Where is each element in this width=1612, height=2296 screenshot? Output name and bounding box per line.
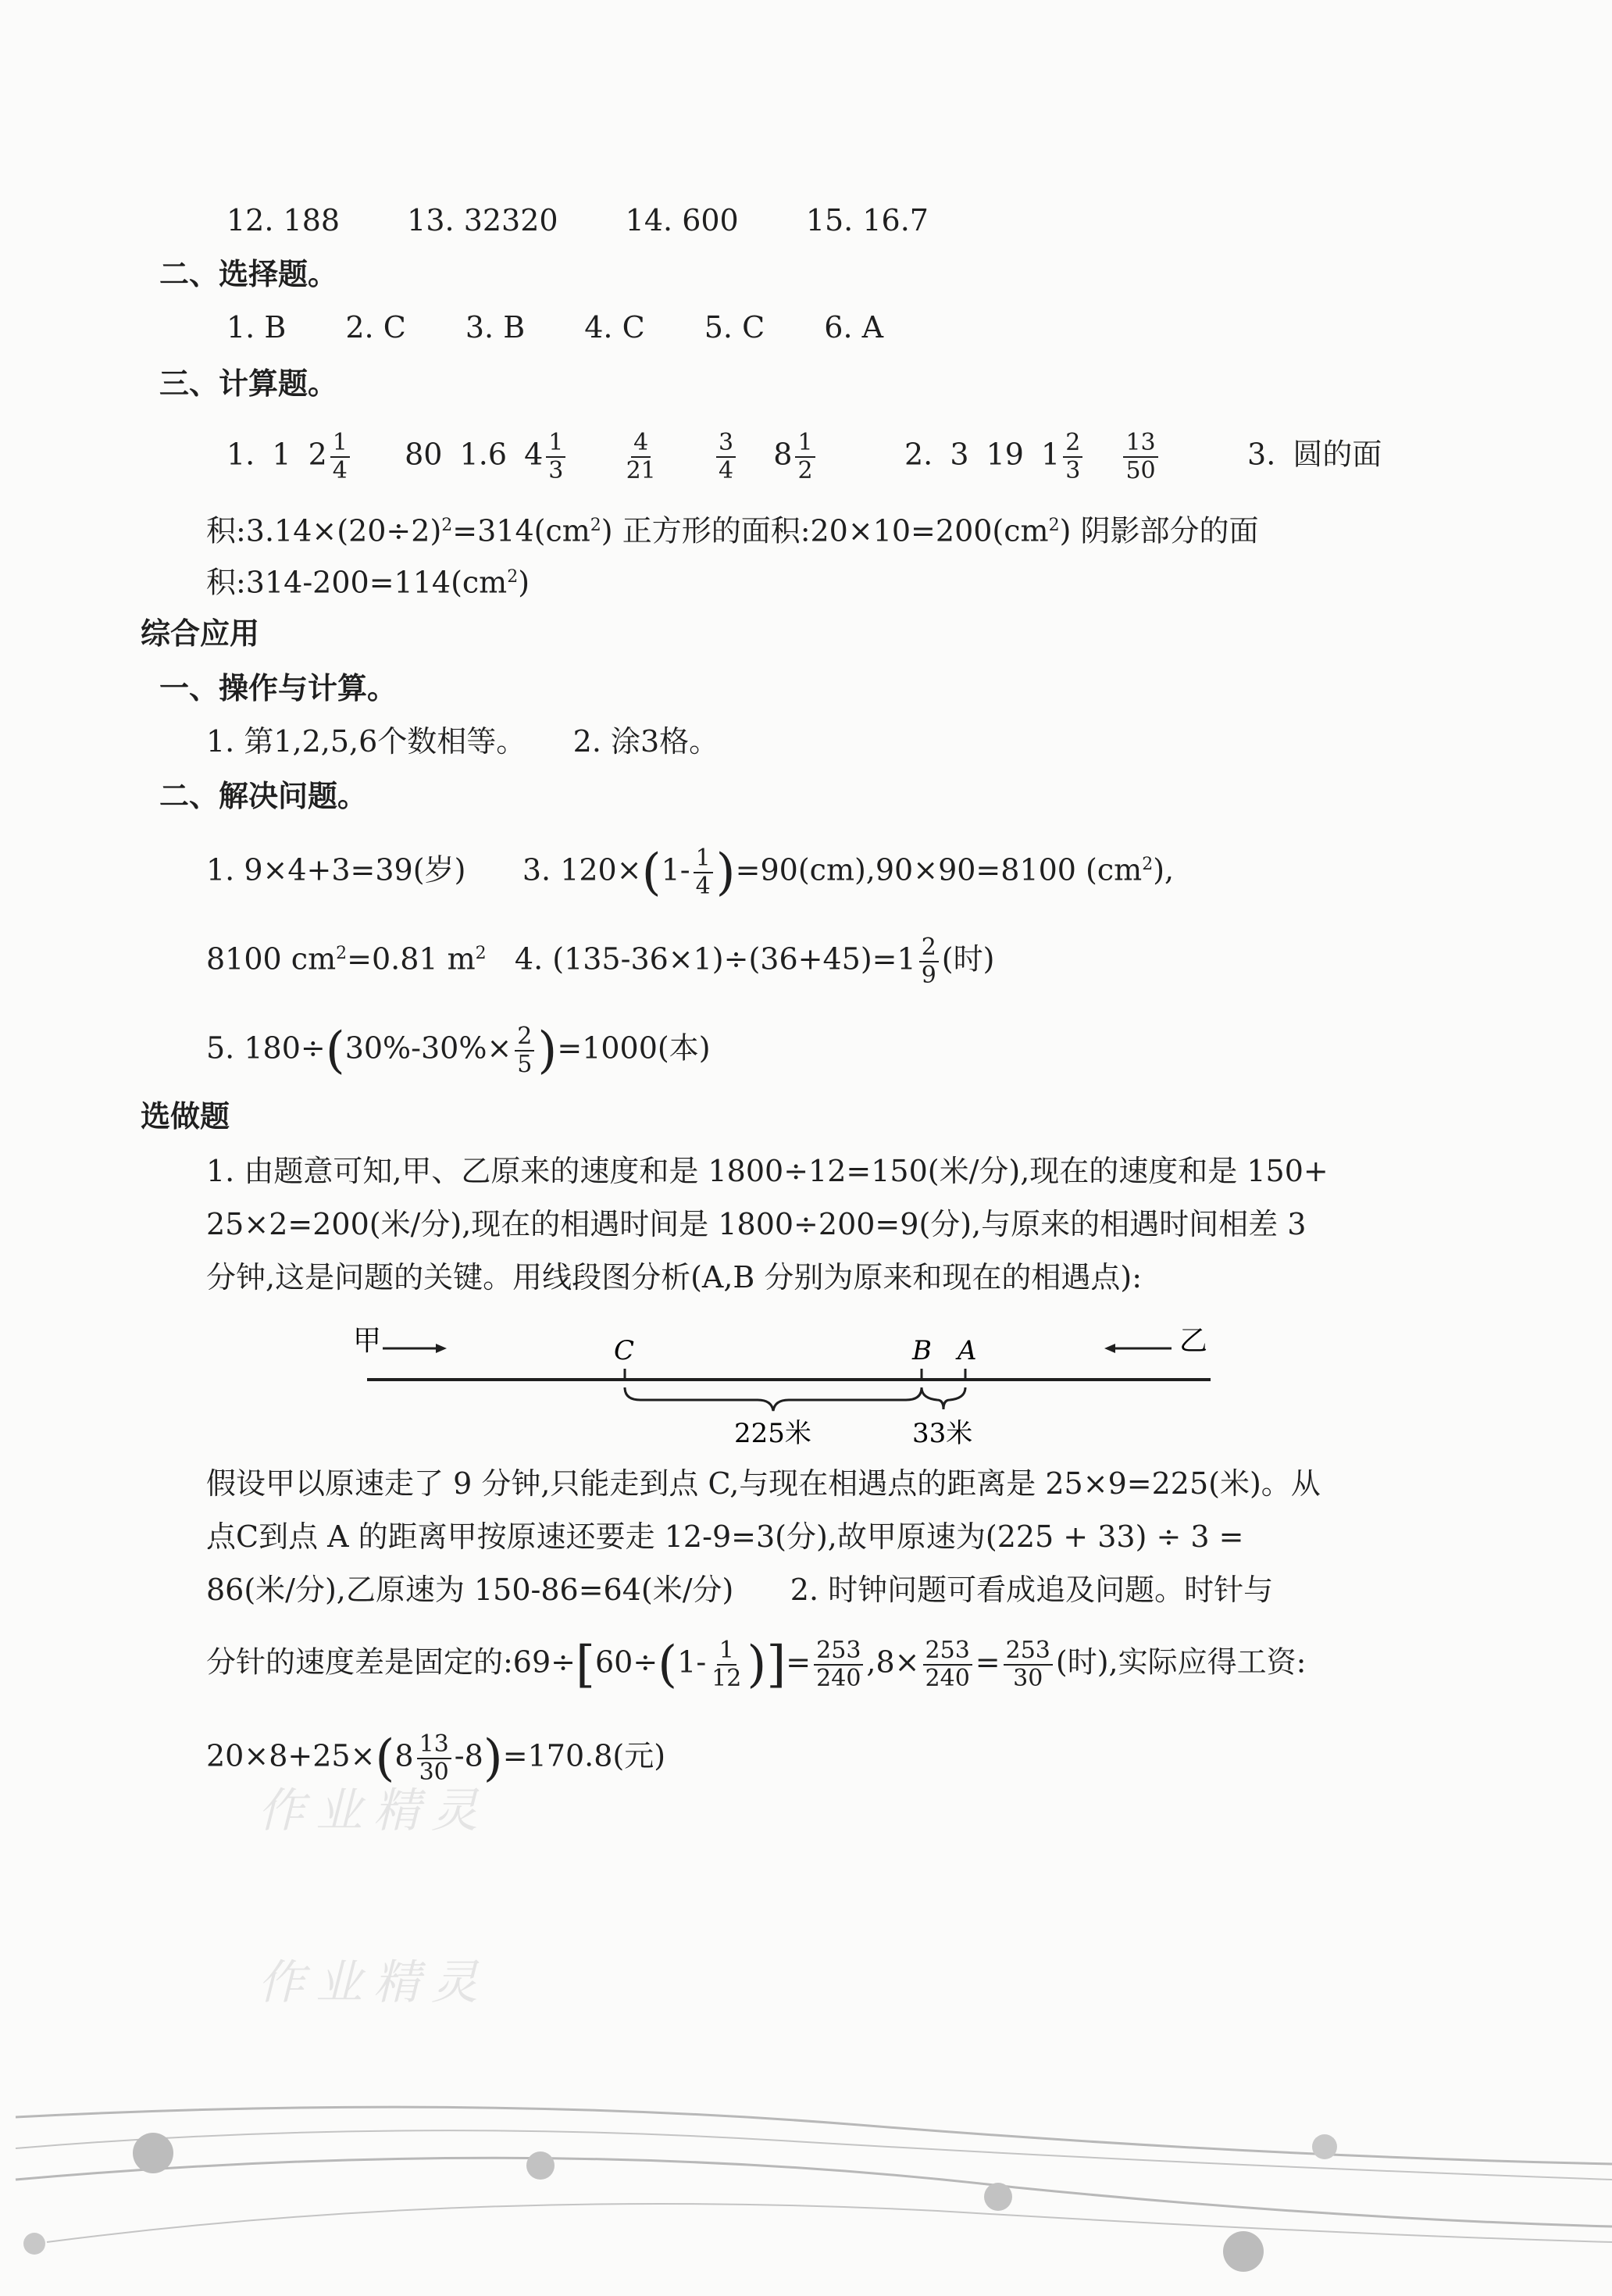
- section-xuanzuo-title: 选做题: [141, 1099, 230, 1134]
- fraction: $\frac{3}{4}$: [716, 430, 736, 484]
- fraction: $\frac{1}{12}$: [711, 1637, 742, 1692]
- answer-13: 13. 32320: [407, 203, 558, 237]
- choice-3: 3. B: [465, 310, 526, 345]
- arrow-head-right: [436, 1344, 447, 1353]
- fraction: $\frac{1}{3}$: [546, 430, 565, 484]
- watermark: 作业精灵: [258, 1784, 489, 1838]
- op-line: 1. 第1,2,5,6个数相等。 2. 涂3格。: [206, 724, 719, 759]
- distance-225: 225米: [734, 1418, 811, 1449]
- answer-12: 12. 188: [226, 203, 341, 237]
- choice-5: 5. C: [704, 310, 765, 345]
- fraction: $\frac{13}{30}$: [417, 1731, 451, 1786]
- decor-dot: [1223, 2231, 1264, 2272]
- distance-33: 33米: [912, 1418, 973, 1449]
- calc-line-2: 积$:3.14\times(20\div 2)^2=314(cm^2)$ 正方形的面积$:20\times 10=200(cm^2)$ 阴影部分的面: [206, 513, 1259, 548]
- arrow-head-left: [1104, 1344, 1115, 1353]
- xz-line-6: 86(米/分),乙原速为 150-86=64(米/分) 2. 时钟问题可看成追及问题。时针与: [206, 1573, 1274, 1607]
- decor-dot: [23, 2233, 45, 2255]
- fraction: $\frac{13}{50}$: [1123, 430, 1157, 484]
- decor-dot: [984, 2183, 1012, 2211]
- section-calc-title: 三、计算题。: [159, 366, 338, 401]
- fraction: $\frac{2}{5}$: [515, 1023, 534, 1078]
- jj-line-1: 1. 9×4+3=39(岁) 3. 120×(1- $\frac{1}{4}$ )=90(cm),90×90=8100 $(cm^2)$,: [206, 844, 1175, 902]
- xz-line-7: 分针的速度差是固定的:69÷[60÷(1- $\frac{1}{12}$ )]= $\frac{253}{240}$ ,8× $\frac{253}{240}$ = $\frac{253}{30}$ (时),实际应得工资:: [206, 1636, 1307, 1694]
- fraction: $\frac{253}{240}$: [923, 1637, 972, 1692]
- decor-dot: [1312, 2134, 1337, 2159]
- section-jj-title: 二、解决问题。: [159, 779, 368, 813]
- brace-225: [625, 1387, 922, 1411]
- fraction: $\frac{253}{240}$: [814, 1637, 863, 1692]
- decor-dot: [133, 2133, 173, 2173]
- fraction: $\frac{1}{4}$: [694, 845, 713, 900]
- decorative-footer: [0, 2078, 1612, 2281]
- label-jia: 甲: [353, 1325, 382, 1357]
- watermark: 作业精灵: [258, 1955, 489, 2010]
- point-B: B: [912, 1335, 932, 1366]
- fraction: $\frac{4}{21}$: [626, 429, 656, 484]
- point-A: A: [958, 1335, 977, 1366]
- fraction: $\frac{1}{2}$: [795, 430, 815, 484]
- point-C: C: [614, 1335, 635, 1366]
- xz-line-1: 1. 由题意可知,甲、乙原来的速度和是 1800÷12=150(米/分),现在的速度和是 150+: [206, 1154, 1328, 1188]
- choice-1: 1. B: [226, 310, 287, 345]
- line-segment-diagram: [344, 1312, 1234, 1453]
- fraction: $\frac{2}{3}$: [1063, 430, 1082, 484]
- fraction: $\frac{2}{9}$: [919, 934, 939, 989]
- xz-line-2: 25×2=200(米/分),现在的相遇时间是 1800÷200=9(分),与原来的相遇时间相差 3: [206, 1207, 1307, 1241]
- xz-line-5: 点C到点 A 的距离甲按原速还要走 12-9=3(分),故甲原速为(225 + 33) ÷ 3 =: [206, 1519, 1244, 1554]
- jj-line-3: 5. 180÷(30%-30%× $\frac{2}{5}$ )=1000(本): [206, 1022, 711, 1080]
- section-choice-title: 二、选择题。: [159, 257, 338, 291]
- calc-line-3: 积$:314-200=114(cm^2)$: [206, 565, 530, 600]
- choice-4: 4. C: [584, 310, 645, 345]
- answer-14: 14. 600: [625, 203, 739, 237]
- answers-row-12-15: [226, 201, 986, 240]
- brace-33: [922, 1387, 965, 1409]
- xz-line-3: 分钟,这是问题的关键。用线段图分析(A,B 分别为原来和现在的相遇点):: [206, 1260, 1143, 1294]
- xz-line-8: 20×8+25×(8 $\frac{13}{30}$ -8)=170.8(元): [206, 1730, 666, 1787]
- answer-15: 15. 16.7: [805, 203, 929, 237]
- xz-line-4: 假设甲以原速走了 9 分钟,只能走到点 C,与现在相遇点的距离是 25×9=225(米)。从: [206, 1466, 1321, 1501]
- choice-answers: [226, 308, 883, 347]
- decor-dot: [526, 2151, 555, 2180]
- fraction: $\frac{1}{4}$: [330, 430, 350, 484]
- section-zonghe-title: 综合应用: [141, 616, 260, 651]
- section-op-title: 一、操作与计算。: [159, 671, 398, 705]
- calc-line-1: 1. 1 2 $\frac{1}{4}$ 80 1.6 4 $\frac{1}{3}$ $\frac{4}{21}$ $\frac{3}{4}$ 8 $\frac{1}{2}$ 2. 3 19 1 $\frac{2}{3}$ $\frac{13}{50}$ 3. 圆的面: [226, 429, 1382, 484]
- choice-2: 2. C: [345, 310, 406, 345]
- fraction: $\frac{253}{30}$: [1004, 1637, 1053, 1692]
- choice-6: 6. A: [824, 310, 884, 345]
- label-yi: 乙: [1179, 1325, 1208, 1357]
- jj-line-2: 8100 $cm^2=0.81$ $m^2$ 4. (135-36×1)÷(36+45)=1 $\frac{2}{9}$ (时): [206, 934, 995, 990]
